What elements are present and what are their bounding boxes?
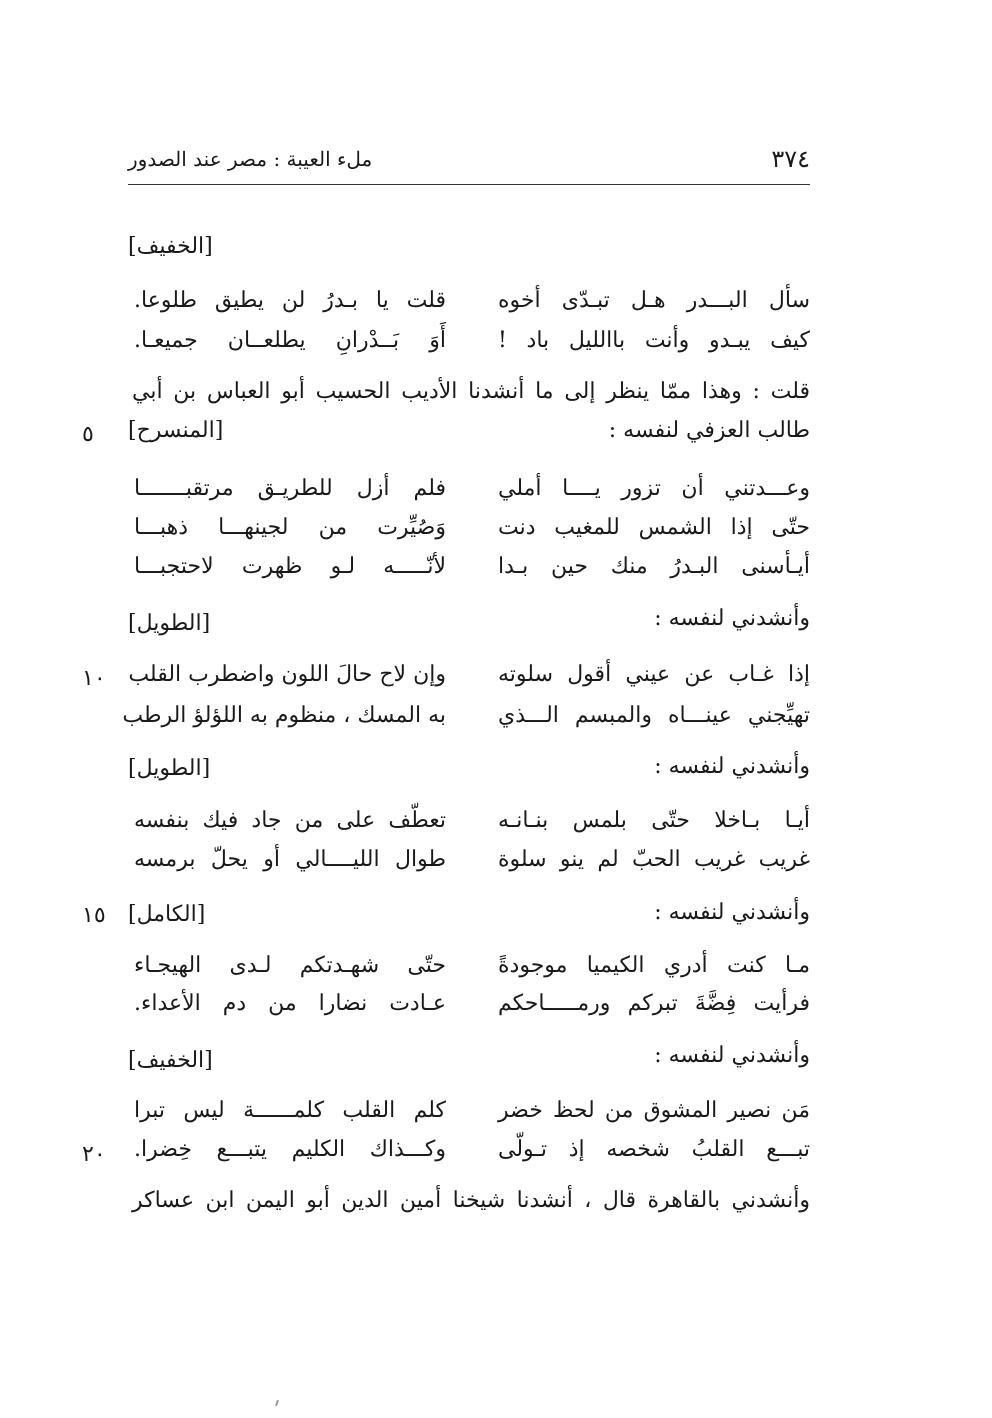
- verse-first-hemistich: إذا غـاب عن عيني أقول سلوته: [498, 662, 810, 687]
- verse-first-hemistich: فرأيت فِضَّةَ تبركم ورمـــــاحكم: [498, 991, 810, 1016]
- verse-second-hemistich: قلت يا بـدرُ لن يطيق طلوعا.: [134, 288, 446, 313]
- scan-speck: [275, 1400, 279, 1406]
- meter-label: [الخفيف]: [128, 234, 213, 259]
- meter-label: [الطويل]: [128, 611, 211, 636]
- verse-first-hemistich: سأل البـــدر هـل تبـدّى أخوه: [498, 288, 810, 313]
- prose-line: وأنشدني بالقاهرة قال ، أنشدنا شيخنا أمين الدين أبو اليمن ابن عساكر: [132, 1188, 810, 1213]
- verse-second-hemistich: وإن لاح حالَ اللون واضطرب القلب: [128, 662, 446, 687]
- prose-line: وأنشدني لنفسه :: [654, 754, 810, 779]
- verse-second-hemistich: وَصُيِّرت من لجينهـــا ذهبـــا: [134, 515, 446, 540]
- verse-first-hemistich: مَن نصير المشوق من لحظ خضر: [498, 1098, 810, 1123]
- verse-second-hemistich: أَوَ بَــدْرانِ يطلعــان جميعـا.: [134, 328, 446, 353]
- verse-second-hemistich: لأنّـــــه لـو ظهرت لاحتجبـــا: [134, 554, 446, 579]
- verse-first-hemistich: كيف يبـدو وأنت باالليل باد !: [498, 328, 810, 353]
- line-number: ٢٠: [82, 1142, 106, 1167]
- verse-first-hemistich: وعـــدتني أن تزور يــــا أملي: [498, 476, 810, 501]
- verse-second-hemistich: به المسك ، منظوم به اللؤلؤ الرطب: [122, 703, 446, 728]
- header-rule: [128, 184, 810, 185]
- page-number: ٣٧٤: [771, 145, 810, 173]
- verse-first-hemistich: أيـا بـاخلا حتّى بلمس بنـانـه: [498, 808, 810, 833]
- line-number: ١٠: [82, 666, 106, 691]
- verse-first-hemistich: غريب غريب الحبّ لم ينو سلوة: [498, 847, 810, 872]
- prose-line: قلت : وهذا ممّا ينظر إلى ما أنشدنا الأديب الحسيب أبو العباس بن أبي: [132, 379, 810, 404]
- meter-label: [الطويل]: [128, 756, 211, 781]
- verse-first-hemistich: أيـأسنى البـدرُ منك حين بـدا: [498, 554, 810, 579]
- meter-label: [الكامل]: [128, 902, 206, 927]
- running-title: ملء العيبة : مصر عند الصدور: [128, 147, 373, 171]
- prose-line: وأنشدني لنفسه :: [654, 1043, 810, 1068]
- verse-second-hemistich: حتّى شهـدتكم لـدى الهيجـاء: [134, 953, 446, 978]
- line-number: ٥: [82, 422, 94, 447]
- prose-line: وأنشدني لنفسه :: [654, 606, 810, 631]
- prose-line: طالب العزفي لنفسه :: [608, 418, 810, 443]
- line-number: ١٥: [82, 903, 106, 928]
- verse-second-hemistich: كلم القلب كلمــــــة ليس تبرا: [134, 1098, 446, 1123]
- verse-second-hemistich: فلم أزل للطريـق مرتقبـــــــا: [134, 476, 446, 501]
- verse-second-hemistich: تعطّف على من جاد فيك بنفسه: [134, 808, 446, 833]
- meter-label: [المنسرح]: [128, 418, 224, 443]
- verse-first-hemistich: حتّى إذا الشمس للمغيب دنت: [498, 515, 810, 540]
- verse-first-hemistich: تهيِّجني عينـــاه والمبسم الـــذي: [498, 703, 810, 728]
- verse-second-hemistich: وكـــذاك الكليم يتبـــع خِضرا.: [134, 1137, 446, 1162]
- prose-line: وأنشدني لنفسه :: [654, 900, 810, 925]
- verse-second-hemistich: عـادت نضارا من دم الأعداء.: [134, 991, 446, 1016]
- meter-label: [الخفيف]: [128, 1048, 213, 1073]
- verse-first-hemistich: مـا كنت أدري الكيميا موجودةً: [498, 953, 810, 978]
- running-header: [128, 145, 810, 179]
- verse-first-hemistich: تبـــع القلبُ شخصه إذ تـولّى: [498, 1137, 810, 1162]
- verse-second-hemistich: طوال الليــــالي أو يحلّ برمسه: [134, 847, 446, 872]
